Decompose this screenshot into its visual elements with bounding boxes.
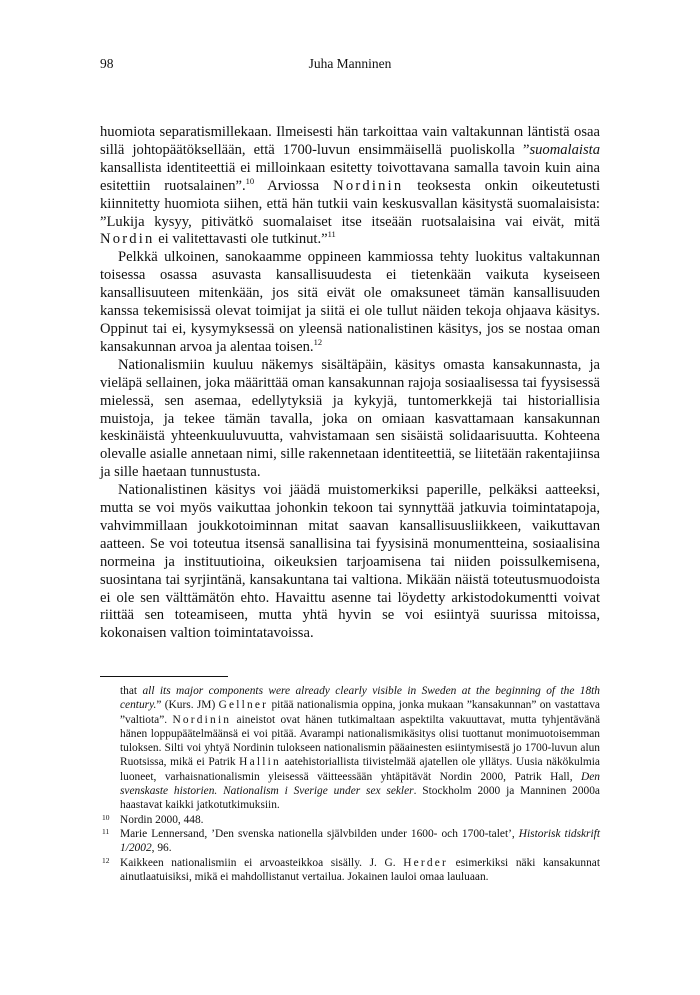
spaced-name: Nordinin [333, 177, 404, 194]
spaced-name: Gellner [218, 699, 269, 712]
body-text [100, 124, 600, 643]
footnote-rule [100, 676, 228, 677]
spaced-name: Hallin [239, 756, 281, 769]
footnote-12: 12 Kaikkeen nationalismiin ei arvoasteikkoa sisälly. J. G. Herder esimerkiksi näki kansakunnat ainutlaatuisiksi, mikä ei mahdollistanut vertailua. Jokainen lauloi omaa lauluaan. [102, 855, 600, 883]
paragraph: Pelkkä ulkoinen, sanokaamme oppineen kammiossa tehty luokitus valtakunnan toisessa osassa asuvasta kansallisuudesta ei tietenkään vaikuta kyseiseen kansallisuuteen mitenkään, jos sitä eivät ole omaksuneet tämän kansallisuuden kanssa tekemisissä olevat toimijat ja siitä ei ole tullut näiden tekoja ohjaava käsitys. Oppinut tai ei, kysymyksessä on yleensä nationalistinen käsitys, jos se nostaa oman kansakunnan arvoa ja alentaa toisen.$^{12}$ [100, 249, 600, 355]
paragraph: huomiota separatismillekaan. Ilmeisesti hän tarkoittaa vain valtakunnan läntistä osaa sillä johtopäätöksellään, että 1700-luvun ensimmäisellä puoliskolla ”suomalaista kansallista identiteettiä ei milloinkaan esitetty toivottavana samalla tavoin kuin aina esitettiin ruotsalainen”.$^{10}$ Arviossa Nordinin teoksesta onkin oikeutetusti kiinnitetty huomiota siihen, että hän tutkii vain keskusvallan käsitystä suomalaisista: ”Lukija kysyy, pitivätkö suomalaiset itse itseään ruotsalaisina vai eivät, mitä Nordin ei valitettavasti ole tutkinut.”$^{11}$ [100, 124, 600, 248]
spaced-name: Nordinin [172, 713, 232, 726]
footnote-10: 10 Nordin 2000, 448. [102, 812, 204, 826]
footnote-ref: 11 [327, 229, 336, 240]
footnote-number: 11 [102, 826, 110, 836]
page-number: 98 [100, 56, 114, 71]
footnotes [100, 684, 600, 884]
footnote-number: 12 [102, 855, 110, 865]
paragraph: Nationalistinen käsitys voi jäädä muistomerkiksi paperille, pelkäksi aatteeksi, mutta se voi myös vaikuttaa johonkin tekoon tai synnyttää jatkuvia toimintatapoja, vahvimmillaan joukkotoiminnan mitat saavan kansallisuusliikkeen, vaikuttavan aatteen. Se voi toteutua itsensä sanallisina tai fyysisinä monumentteina, sosiaalisina normeina ja instituutioina, oikeuksien tarjoamisena tai niiden poissulkemisena, suosintana tai syrjintänä, kansakuntana tai valtiona. Mikään näistä toteutusmuodoista ei ole sen välttämätön ehto. Havaittu asenne tai löydetty arkistodokumentti voivat riittää sen toteamiseen, mutta yhtä hyvin se voi esiintyä suurissa mitoissa, kokonaisen valtion toimintatavoissa. [100, 482, 600, 642]
footnote-11: 11 Marie Lennersand, ’Den svenska nationella självbilden under 1600- och 1700-talet’, Historisk tidskrift 1/2002, 96. [102, 826, 600, 855]
page-header [100, 54, 600, 74]
footnote-continuation: that all its major components were already clearly visible in Sweden at the beginning of the 18th century.” (Kurs. JM) Gellner pitää nationalismia oppina, jonka mukaan ”kansakunnan” on vastattava ”valtiota”. Nordinin aineistot ovat hänen tutkimaltaan aspektilta vakuuttavat, mutta tyhjentävänä hänen loppupäätelmäänsä ei voi pitää. Avarampi nationalismikäsitys olisi tuottanut monimuotoisemman tuloksen. Silti voi yhtyä Nordinin tulokseen nationalismin pääainesten esiintymisestä jo 1700-luvun alun Ruotsissa, mikä ei Patrik Hallin aatehistoriallista tiivistelmää ajatellen ole yllätys. Uusia näkökulmia luoneet, varhaisnationalismin yleisessä väitteessään yhtäpitävät Nordin 2000, Patrik Hall, Den svenskaste historien. Nationalism i Sverige under sex sekler. Stockholm 2000 ja Manninen 2000a haastavat kaikki jatkotutkimuksiin. [120, 685, 601, 812]
paragraph: Nationalismiin kuuluu näkemys sisältäpäin, käsitys omasta kansakunnasta, ja vieläpä sellainen, joka määrittää oman kansakunnan rajoja sosiaalisessa tai fyysisessä mielessä, sen asemaa, edellytyksiä ja kykyjä, tuntomerkkejä tai historiallisia muistoja, ja tekee tämän tavalla, joka on omiaan kasvattamaan kansakunnan keskinäistä yhteenkuuluvuutta, vahvistamaan sen sisäistä solidaarisuutta. Kohteena olevalle asialle annetaan nimi, sille rakennetaan identiteettiä, se liitetään rakentajiinsa ja sille haetaan tunnustusta. [100, 356, 600, 481]
spaced-name: Herder [403, 856, 449, 869]
running-head: Juha Manninen [308, 56, 392, 71]
footnote-number: 10 [102, 812, 110, 822]
spaced-name: Nordin [100, 231, 155, 248]
footnote-ref: 10 [245, 175, 255, 186]
footnote-ref: 12 [313, 336, 323, 347]
